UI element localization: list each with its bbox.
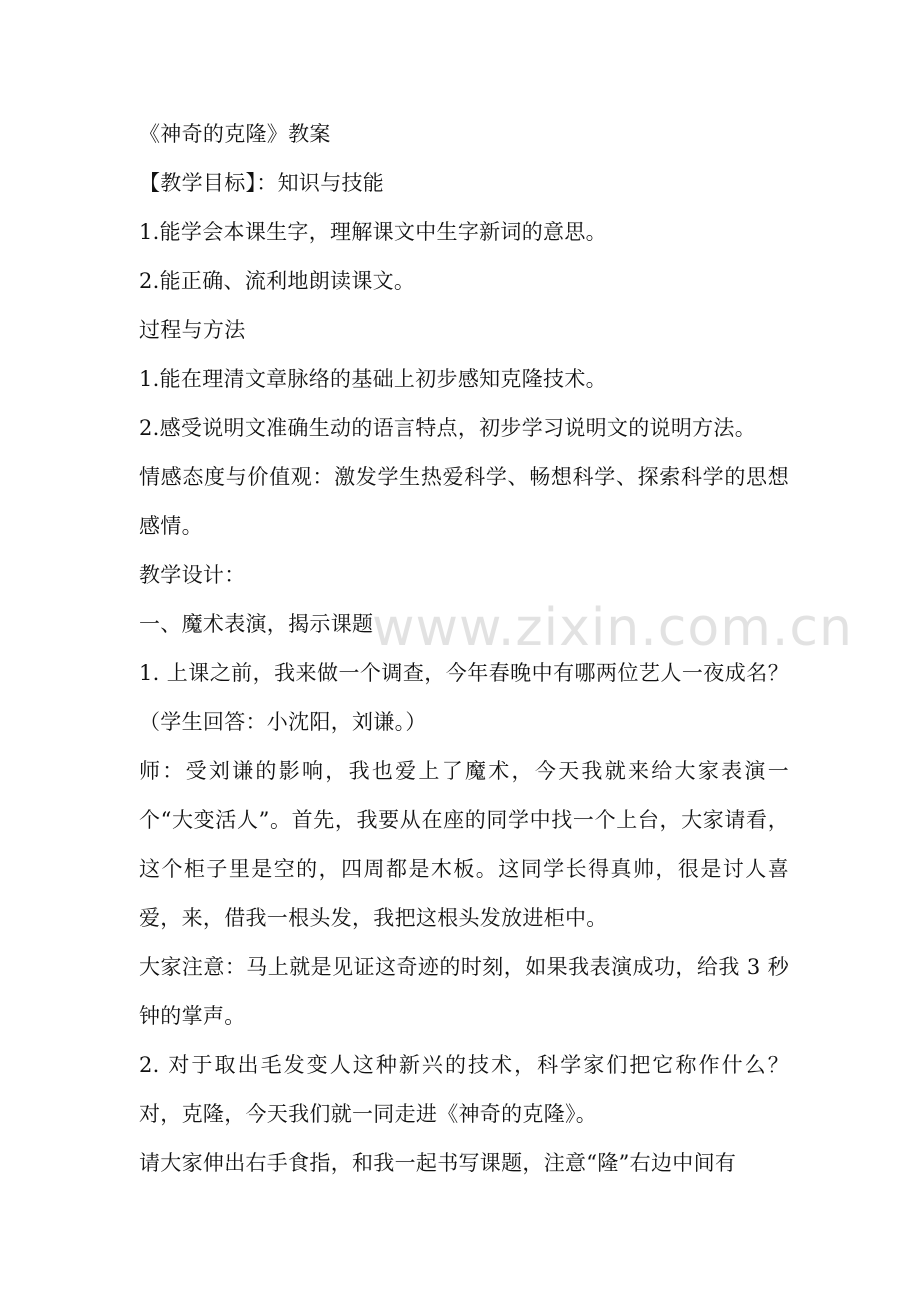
paragraph-teacher: 师：受刘谦的影响，我也爱上了魔术，今天我就来给大家表演一个“大变活人”。首先，我要从在座的同学中找一个上台，大家请看，这个柜子里是空的，四周都是木板。这同学长得真帅，很是讨人喜爱，来，借我一根头发，我把这根头发放进柜中。 [139,759,789,930]
paragraph-step-2: 2. 对于取出毛发变人这种新兴的技术，科学家们把它称作什么？ 对，克隆，今天我们就一同走进《神奇的克隆》。 [139,1053,789,1126]
paragraph-objective-1: 1.能学会本课生字，理解课文中生字新词的意思。 [139,220,607,244]
paragraph-writing: 请大家伸出右手食指，和我一起书写课题，注意“隆”右边中间有 [139,1151,737,1175]
paragraph-design-heading: 教学设计： [139,563,246,587]
paragraph-step-1: 1. 上课之前，我来做一个调查，今年春晚中有哪两位艺人一夜成名？（学生回答：小沈阳，刘谦。） [139,661,789,734]
paragraph-section-1-heading: 一、魔术表演，揭示课题 [139,612,374,636]
document-body [139,110,789,1188]
paragraph-process-2: 2.感受说明文准确生动的语言特点，初步学习说明文的说明方法。 [139,416,757,440]
watermark: www.zixin.com.cn [372,598,853,658]
paragraph-emotion: 情感态度与价值观：激发学生热爱科学、畅想科学、探索科学的思想感情。 [139,465,789,538]
paragraph-process-1: 1.能在理清文章脉络的基础上初步感知克隆技术。 [139,367,607,391]
document-title: 《神奇的克隆》教案 [139,122,331,146]
paragraph-objective-2: 2.能正确、流利地朗读课文。 [139,269,416,293]
paragraph-attention: 大家注意：马上就是见证这奇迹的时刻，如果我表演成功，给我 3 秒钟的掌声。 [139,955,789,1028]
paragraph-objectives-heading: 【教学目标】：知识与技能 [139,171,385,195]
paragraph-process-heading: 过程与方法 [139,318,246,342]
